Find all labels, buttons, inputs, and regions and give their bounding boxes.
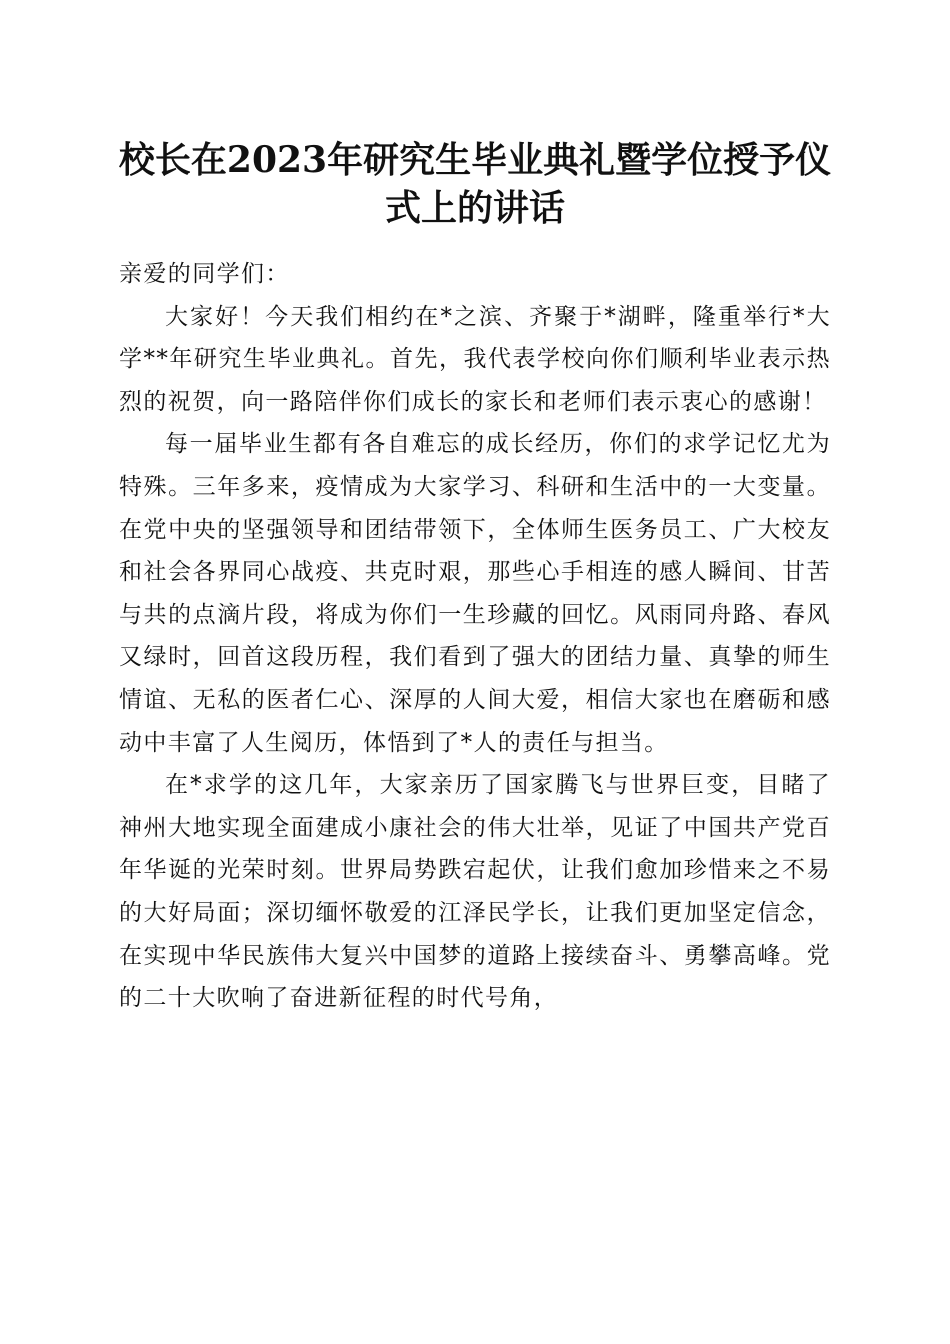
document-title — [100, 136, 850, 232]
paragraph-2: 每一届毕业生都有各自难忘的成长经历，你们的求学记忆尤为特殊。三年多来，疫情成为大家学习、科研和生活中的一大变量。在党中央的坚强领导和团结带领下，全体师生医务员工、广大校友和社会各界同心战疫、共克时艰，那些心手相连的感人瞬间、甘苦与共的点滴片段，将成为你们一生珍藏的回忆。风雨同舟路、春风又绿时，回首这段历程，我们看到了强大的团结力量、真挚的师生情谊、无私的医者仁心、深厚的人间大爱，相信大家也在磨砺和感动中丰富了人生阅历，体悟到了*人的责任与担当。 — [119, 431, 831, 756]
paragraph-1: 大家好！今天我们相约在*之滨、齐聚于*湖畔，隆重举行*大学**年研究生毕业典礼。首先，我代表学校向你们顺利毕业表示热烈的祝贺，向一路陪伴你们成长的家长和老师们表示衷心的感谢！ — [119, 303, 831, 415]
title-line-1: 校长在2023年研究生毕业典礼暨学位授予仪 — [118, 139, 832, 181]
title-line-2: 式上的讲话 — [384, 187, 565, 229]
document-body — [119, 253, 831, 1020]
salutation: 亲爱的同学们： — [119, 261, 290, 287]
paragraph-3: 在*求学的这几年，大家亲历了国家腾飞与世界巨变，目睹了神州大地实现全面建成小康社会的伟大壮举，见证了中国共产党百年华诞的光荣时刻。世界局势跌宕起伏，让我们愈加珍惜来之不易的大好局面；深切缅怀敬爱的江泽民学长，让我们更加坚定信念，在实现中华民族伟大复兴中国梦的道路上接续奋斗、勇攀高峰。党的二十大吹响了奋进新征程的时代号角， — [119, 772, 831, 1012]
